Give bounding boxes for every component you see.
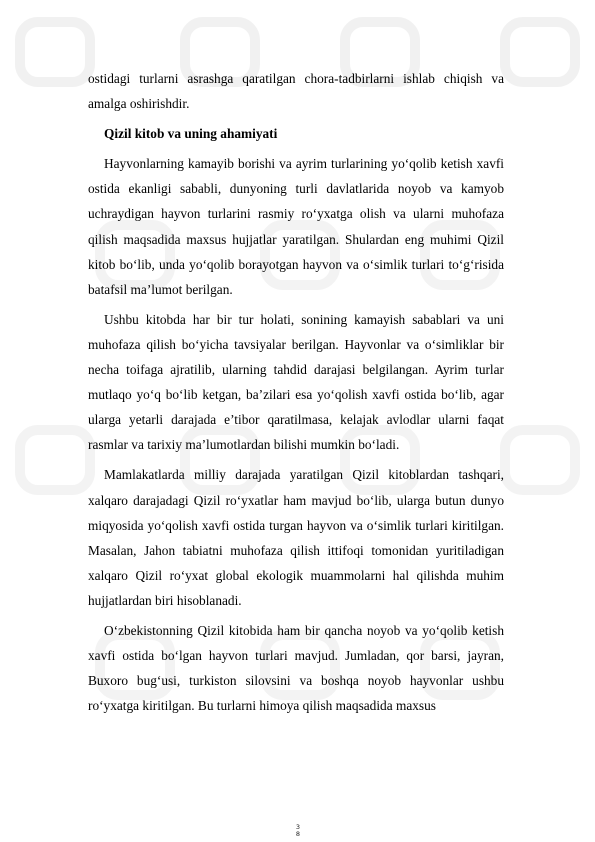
page-number-digit-1: 3 <box>295 823 301 831</box>
section-heading: Qizil kitob va uning ahamiyati <box>104 126 278 142</box>
paragraph-1: Hayvonlarning kamayib borishi va ayrim turlarining yo‘qolib ketish xavfi ostida ekanligi sababli, dunyoning turli davlatlarida noyob va kamyob uchraydigan hayvon turlarini rasmiy ro‘yxatga olish va ularni muhofaza qilish maqsadida maxsus hujjatlar yaratilgan. Shulardan eng muhimi Qizil kitob bo‘lib, unda yo‘qolib borayotgan hayvon va o‘simlik turlari to‘g‘risida batafsil ma’lumot berilgan. <box>88 156 504 297</box>
page-number <box>292 824 304 838</box>
paragraph-4: O‘zbekistonning Qizil kitobida ham bir qancha noyob va yo‘qolib ketish xavfi ostida bo‘lgan hayvon turlari mavjud. Jumladan, qor barsi, jayran, Buxoro bug‘usi, turkiston silovsini va boshqa noyob hayvonlar ushbu ro‘yxatga kiritilgan. Bu turlarni himoya qilish maqsadida maxsus <box>88 622 504 714</box>
paragraph-continuation: ostidagi turlarni asrashga qaratilgan chora-tadbirlarni ishlab chiqish va amalga oshirishdir. <box>88 71 504 112</box>
paragraph-2: Ushbu kitobda har bir tur holati, sonining kamayish sabablari va uni muhofaza qilish bo‘yicha tavsiyalar berilgan. Hayvonlar va o‘simliklar bir necha toifaga ajratilib, ularning tahdid darajasi belgilangan. Ayrim turlar mutlaqo yo‘q bo‘lib ketgan, ba’zilari esa yo‘qolish xavfi ostida bo‘lib, agar ularga yetarli darajada e’tibor qaratilmasa, kelajak avlodlar ularni faqat rasmlar va tarixiy ma’lumotlardan bilishi mumkin bo‘ladi. <box>88 311 504 453</box>
document-body <box>88 66 504 718</box>
page-number-digit-2: 8 <box>295 830 301 838</box>
paragraph-3: Mamlakatlarda milliy darajada yaratilgan Qizil kitoblardan tashqari, xalqaro darajadagi Qizil ro‘yxatlar ham mavjud bo‘lib, ularga butun dunyo miqyosida yo‘qolish xavfi ostida turgan hayvon va o‘simlik turlari kiritilgan. Masalan, Jahon tabiatni muhofaza qilish ittifoqi tomonidan yuritiladigan xalqaro Qizil ro‘yxat global ekologik muammolarni hal qilishda muhim hujjatlardan biri hisoblanadi. <box>88 467 504 608</box>
